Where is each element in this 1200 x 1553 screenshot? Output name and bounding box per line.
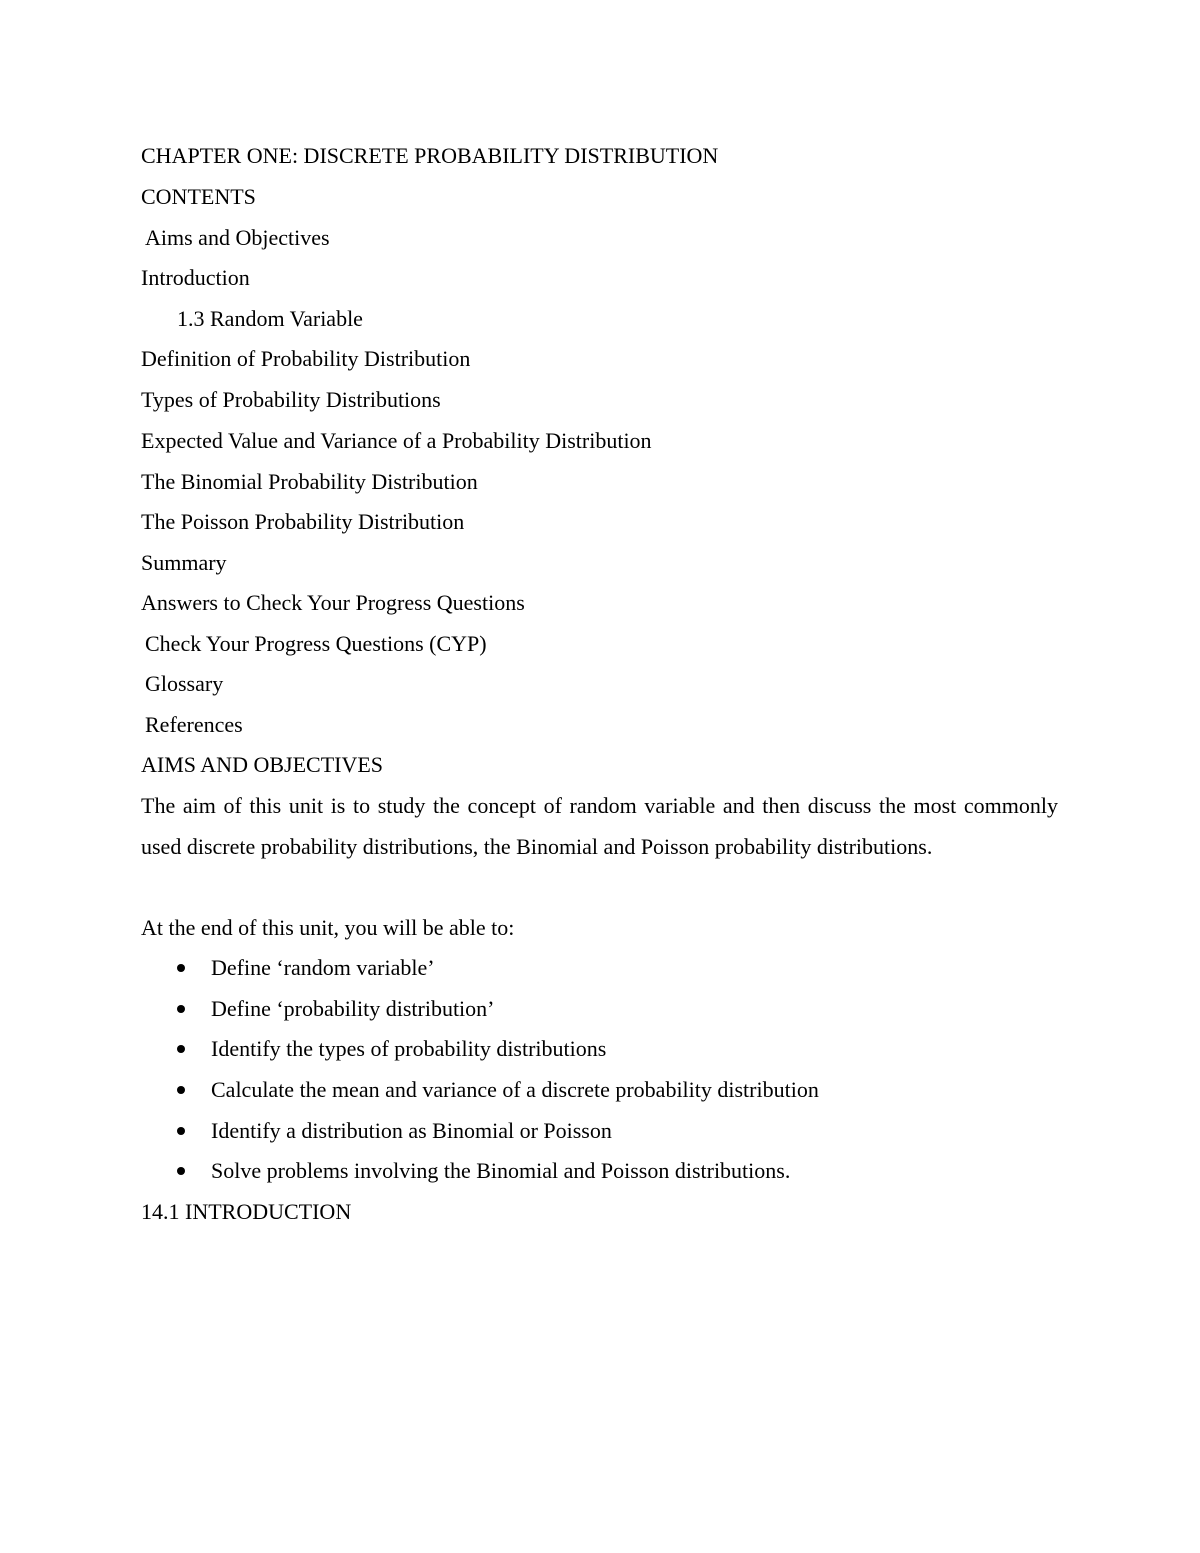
objective-text: Solve problems involving the Binomial and Poisson distributions. bbox=[211, 1158, 791, 1183]
contents-item: Answers to Check Your Progress Questions bbox=[141, 590, 525, 615]
objective-text: Define ‘random variable’ bbox=[211, 955, 435, 980]
contents-item: The Poisson Probability Distribution bbox=[141, 509, 465, 534]
contents-item: The Binomial Probability Distribution bbox=[141, 469, 478, 494]
bullet-icon bbox=[177, 1045, 185, 1053]
contents-heading: CONTENTS bbox=[141, 184, 256, 209]
contents-item: 1.3 Random Variable bbox=[177, 306, 363, 331]
contents-item: References bbox=[145, 712, 243, 737]
objectives-lead-in: At the end of this unit, you will be able to: bbox=[141, 915, 515, 940]
aims-heading: AIMS AND OBJECTIVES bbox=[141, 752, 384, 777]
bullet-icon bbox=[177, 964, 185, 972]
section-heading: 14.1 INTRODUCTION bbox=[141, 1199, 352, 1224]
contents-item: Introduction bbox=[141, 265, 250, 290]
contents-item: Glossary bbox=[145, 671, 224, 696]
bullet-icon bbox=[177, 1127, 185, 1135]
bullet-icon bbox=[177, 1167, 185, 1175]
objective-text: Define ‘probability distribution’ bbox=[211, 996, 495, 1021]
bullet-icon bbox=[177, 1086, 185, 1094]
contents-item: Types of Probability Distributions bbox=[141, 387, 441, 412]
chapter-title: CHAPTER ONE: DISCRETE PROBABILITY DISTRIBUTION bbox=[141, 143, 719, 168]
contents-item: Check Your Progress Questions (CYP) bbox=[145, 631, 487, 656]
contents-item: Definition of Probability Distribution bbox=[141, 346, 471, 371]
objective-text: Identify the types of probability distributions bbox=[211, 1036, 607, 1061]
objective-text: Calculate the mean and variance of a discrete probability distribution bbox=[211, 1077, 819, 1102]
bullet-icon bbox=[177, 1005, 185, 1013]
contents-item: Aims and Objectives bbox=[145, 225, 330, 250]
objective-text: Identify a distribution as Binomial or Poisson bbox=[211, 1118, 612, 1143]
contents-item: Summary bbox=[141, 550, 227, 575]
aims-paragraph: The aim of this unit is to study the concept of random variable and then discuss the most commonly used discrete probability distributions, the Binomial and Poisson probability distributions. bbox=[141, 793, 1058, 859]
contents-item: Expected Value and Variance of a Probability Distribution bbox=[141, 428, 652, 453]
